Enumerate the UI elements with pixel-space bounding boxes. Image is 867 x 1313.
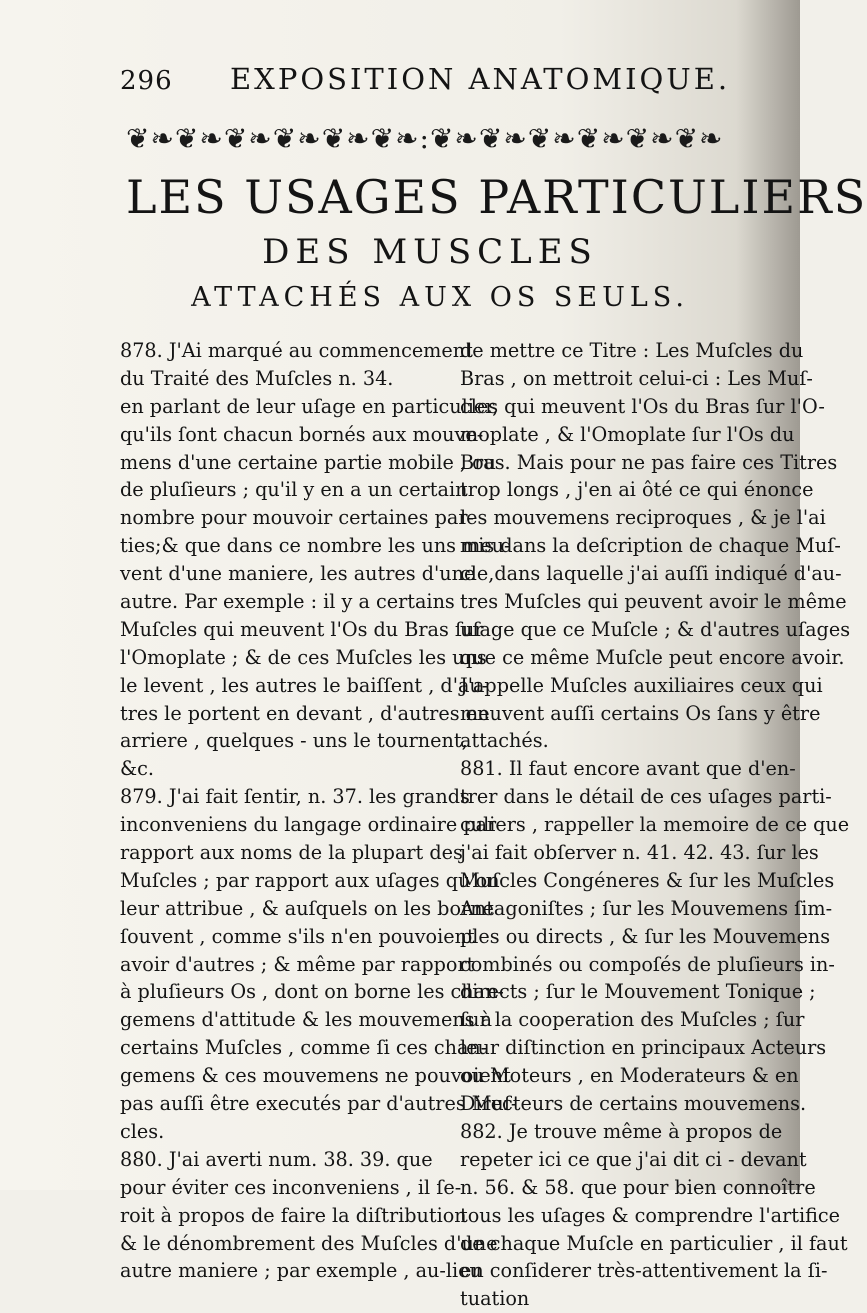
text-line: 881. Il faut encore avant que d'en- [460,757,796,781]
text-line: inconveniens du langage ordinaire par [120,813,497,837]
text-line: Antagoniſtes ; ſur les Mouvemens ſim- [460,896,833,920]
text-line: avoir d'autres ; & même par rapport [120,952,475,976]
text-line: trer dans le détail de ces uſages parti- [460,785,832,809]
text-line: de pluſieurs ; qu'il y en a un certain [120,478,468,502]
text-line: roit à propos de faire la diſtribution [120,1203,467,1227]
text-line: uſage que ce Muſcle ; & d'autres uſages [460,617,851,641]
text-line: combinés ou compoſés de pluſieurs in- [460,952,835,976]
text-line: leur diſtinction en principaux Acteurs [460,1036,827,1060]
text-line: le levent , les autres le baiſſent , d'au- [120,673,489,697]
text-line: 879. J'ai fait ſentir, n. 37. les grands [120,785,470,809]
text-line: ples ou directs , & ſur les Mouvemens [460,924,831,948]
text-line: &c. [120,757,154,781]
text-line: tres le portent en devant , d'autres en [120,701,490,725]
text-line: autre. Par exemple : il y a certains [120,590,455,614]
text-line: Muſcles ; par rapport aux uſages qu'on [120,868,500,892]
text-line: cles qui meuvent l'Os du Bras ſur l'O- [460,394,825,418]
text-line: que ce même Muſcle peut encore avoir. [460,645,845,669]
text-line: attachés. [460,729,549,753]
text-line: Bras. Mais pour ne pas faire ces Titres [460,450,838,474]
chapter-subtitle: DES MUSCLES [262,232,598,272]
text-line: autre maniere ; par exemple , au-lieu [120,1259,482,1283]
chapter-subtitle-2: ATTACHÉS AUX OS SEULS. [191,282,689,313]
text-line: Muſcles qui meuvent l'Os du Bras ſur [120,617,484,641]
text-line: vent d'une maniere, les autres d'une [120,562,476,586]
text-line: leur attribue , & auſquels on les borne [120,896,494,920]
text-line: ſur la cooperation des Muſcles ; ſur [460,1008,805,1032]
text-line: pas auſſi être executés par d'autres Muſ- [120,1092,518,1116]
running-head [120,60,731,100]
text-line: mis dans la deſcription de chaque Muſ- [460,534,841,558]
text-line: ties;& que dans ce nombre les uns meu- [120,534,511,558]
text-line: 882. Je trouve même à propos de [460,1119,783,1143]
text-line: n. 56. & 58. que pour bien connoître [460,1175,816,1199]
text-line: ſouvent , comme s'ils n'en pouvoient [120,924,475,948]
right-column [460,337,851,1313]
text-line: de chaque Muſcle en particulier , il faut [460,1231,848,1255]
text-line: ou Moteurs , en Moderateurs & en [460,1064,799,1088]
text-line: gemens & ces mouvemens ne pouvoient [120,1064,511,1088]
text-line: certains Muſcles , comme ſi ces chan- [120,1036,488,1060]
text-line: directs ; ſur le Mouvement Tonique ; [460,980,816,1004]
text-line: J'appelle Muſcles auxiliaires ceux qui [460,673,823,697]
text-line: meuvent auſſi certains Os ſans y être [460,701,821,725]
text-line: du Traité des Muſcles n. 34. [120,366,394,390]
text-line: Directeurs de certains mouvemens. [460,1092,807,1116]
text-line: gemens d'attitude & les mouvemens à [120,1008,493,1032]
text-line: & le dénombrement des Muſcles d'une [120,1231,498,1255]
text-line: tous les uſages & comprendre l'artifice [460,1203,841,1227]
text-line: j'ai fait obſerver n. 41. 42. 43. ſur les [460,841,819,865]
text-line: Bras , on mettroit celui-ci : Les Muſ- [460,366,813,390]
text-line: tuation [460,1287,530,1311]
text-line: mens d'une certaine partie mobile , ou [120,450,497,474]
text-line: Muſcles Congéneres & ſur les Muſcles [460,868,835,892]
text-line: rapport aux noms de la plupart des [120,841,463,865]
text-line: qu'ils ſont chacun bornés aux mouve- [120,422,484,446]
text-line: moplate , & l'Omoplate ſur l'Os du [460,422,795,446]
chapter-title: LES USAGES PARTICULIERS [126,170,867,224]
text-line: en conſiderer très-attentivement la ſi- [460,1259,828,1283]
text-line: les mouvemens reciproques , & je l'ai [460,506,826,530]
ornament-band: ❦❧❦❧❦❧❦❧❦❧❦❧:❦❧❦❧❦❧❦❧❦❧❦❧ [126,122,724,155]
text-line: cle,dans laquelle j'ai auſſi indiqué d'au- [460,562,842,586]
text-line: à pluſieurs Os , dont on borne les chan- [120,980,504,1004]
text-line: repeter ici ce que j'ai dit ci - devant [460,1147,807,1171]
text-line: pour éviter ces inconveniens , il ſe- [120,1175,462,1199]
page-number: 296 [120,66,173,96]
text-line: 880. J'ai averti num. 38. 39. que [120,1147,433,1171]
text-line: en parlant de leur uſage en particulier, [120,394,499,418]
text-line: arriere , quelques - uns le tournent, [120,729,468,753]
text-line: nombre pour mouvoir certaines par- [120,506,474,530]
text-line: l'Omoplate ; & de ces Muſcles les uns [120,645,487,669]
text-line: trop longs , j'en ai ôté ce qui énonce [460,478,814,502]
text-line: de mettre ce Titre : Les Muſcles du [460,339,804,362]
running-title: EXPOSITION ANATOMIQUE. [230,62,731,96]
text-line: cles. [120,1119,165,1143]
text-line: tres Muſcles qui peuvent avoir le même [460,590,847,614]
text-line: culiers , rappeller la memoire de ce que [460,813,850,837]
text-line: 878. J'Ai marqué au commencement [120,339,473,362]
